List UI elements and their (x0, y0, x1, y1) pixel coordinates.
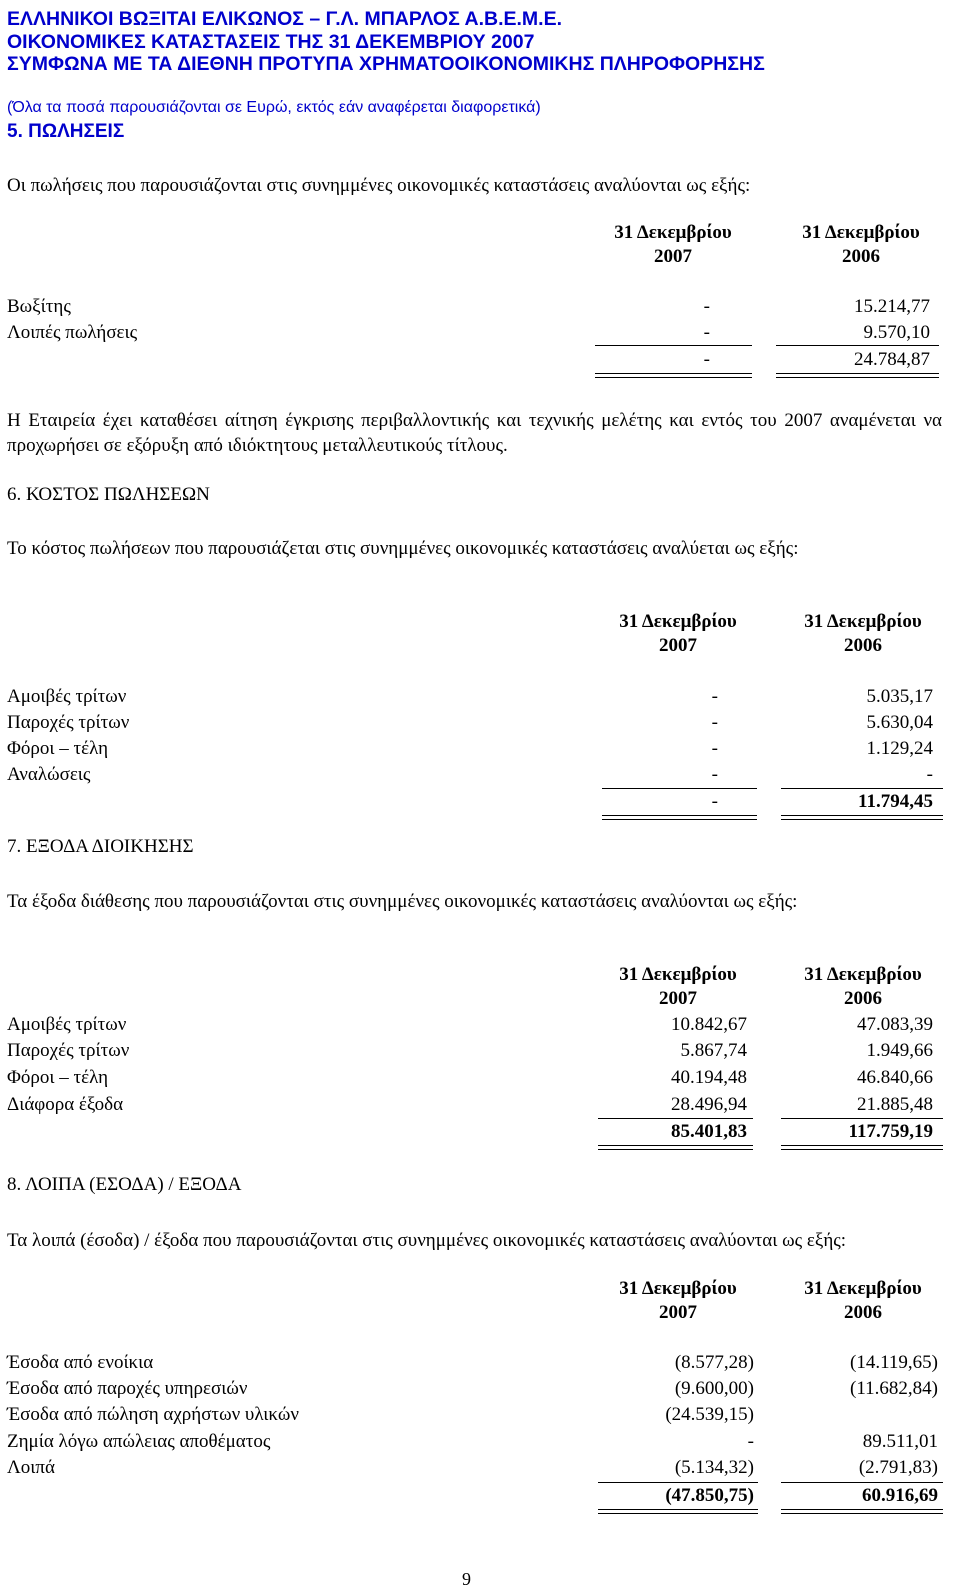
section-8-title: 8. ΛΟΙΠΑ (ΕΣΟΔΑ) / ΕΞΟΔΑ (7, 1174, 242, 1195)
statements-title: ΟΙΚΟΝΟΜΙΚΕΣ ΚΑΤΑΣΤΑΣΕΙΣ ΤΗΣ 31 ΔΕΚΕΜΒΡΙΟΥ 2007 (7, 31, 535, 53)
section-6-intro: Το κόστος πωλήσεων που παρουσιάζεται στις συνημμένες οικονομικές καταστάσεις αναλύεται ως εξής: (7, 538, 799, 559)
total-rule (781, 815, 943, 820)
total-rule (595, 373, 752, 378)
section-7-title: 7. ΕΞΟΔΑ ΔΙΟΙΚΗΣΗΣ (7, 836, 194, 857)
subtotal-rule (595, 345, 752, 346)
total-rule (781, 1145, 943, 1150)
col-header-2007: 31 Δεκεμβρίου 2007 (619, 611, 737, 656)
subtotal-rule (781, 1118, 943, 1119)
company-title: ΕΛΛΗΝΙΚΟΙ ΒΩΞΙΤΑΙ ΕΛΙΚΩΝΟΣ – Γ.Λ. ΜΠΑΡΛΟΣ Α.Β.Ε.Μ.Ε. (7, 8, 562, 30)
subtotal-rule (602, 788, 757, 789)
total-rule (602, 815, 757, 820)
section-6-title: 6. ΚΟΣΤΟΣ ΠΩΛΗΣΕΩΝ (7, 484, 210, 505)
col-header-2006: 31 Δεκεμβρίου 2006 (804, 1278, 922, 1323)
subtotal-rule (598, 1482, 758, 1483)
total-rule (598, 1509, 758, 1514)
total-rule (598, 1145, 753, 1150)
col-header-2006: 31 Δεκεμβρίου 2006 (804, 964, 922, 1009)
subtotal-rule (598, 1118, 753, 1119)
page-number: 9 (462, 1569, 471, 1589)
total-rule (781, 1509, 943, 1514)
section-5-note: Η Εταιρεία έχει καταθέσει αίτηση έγκρισης περιβαλλοντικής και τεχνικής μελέτης και εντός του 2007 αναμένεται να προχωρήσει σε εξόρυξη από ιδιόκτητους μεταλλευτικούς τίτλους. (7, 410, 942, 456)
total-rule (776, 373, 939, 378)
section-7-intro: Τα έξοδα διάθεσης που παρουσιάζονται στις συνημμένες οικονομικές καταστάσεις αναλύονται ως εξής: (7, 891, 798, 912)
section-8-intro: Τα λοιπά (έσοδα) / έξοδα που παρουσιάζονται στις συνημμένες οικονομικές καταστάσεις αναλύονται ως εξής: (7, 1230, 847, 1251)
section-5-intro: Οι πωλήσεις που παρουσιάζονται στις συνημμένες οικονομικές καταστάσεις αναλύονται ως εξής: (7, 175, 751, 196)
standards-title: ΣΥΜΦΩΝΑ ΜΕ ΤΑ ΔΙΕΘΝΗ ΠΡΟΤΥΠΑ ΧΡΗΜΑΤΟΟΙΚΟΝΟΜΙΚΗΣ ΠΛΗΡΟΦΟΡΗΣΗΣ (7, 53, 765, 75)
currency-note: (Όλα τα ποσά παρουσιάζονται σε Ευρώ, εκτός εάν αναφέρεται διαφορετικά) (7, 99, 541, 116)
subtotal-rule (781, 1482, 943, 1483)
col-header-2006: 31 Δεκεμβρίου 2006 (804, 611, 922, 656)
col-header-2007: 31 Δεκεμβρίου 2007 (619, 1278, 737, 1323)
col-header-2007: 31 Δεκεμβρίου 2007 (619, 964, 737, 1009)
col-header-2007: 31 Δεκεμβρίου 2007 (614, 222, 732, 267)
col-header-2006: 31 Δεκεμβρίου 2006 (802, 222, 920, 267)
section-5-title: 5. ΠΩΛΗΣΕΙΣ (7, 121, 125, 142)
subtotal-rule (776, 345, 939, 346)
subtotal-rule (781, 788, 943, 789)
